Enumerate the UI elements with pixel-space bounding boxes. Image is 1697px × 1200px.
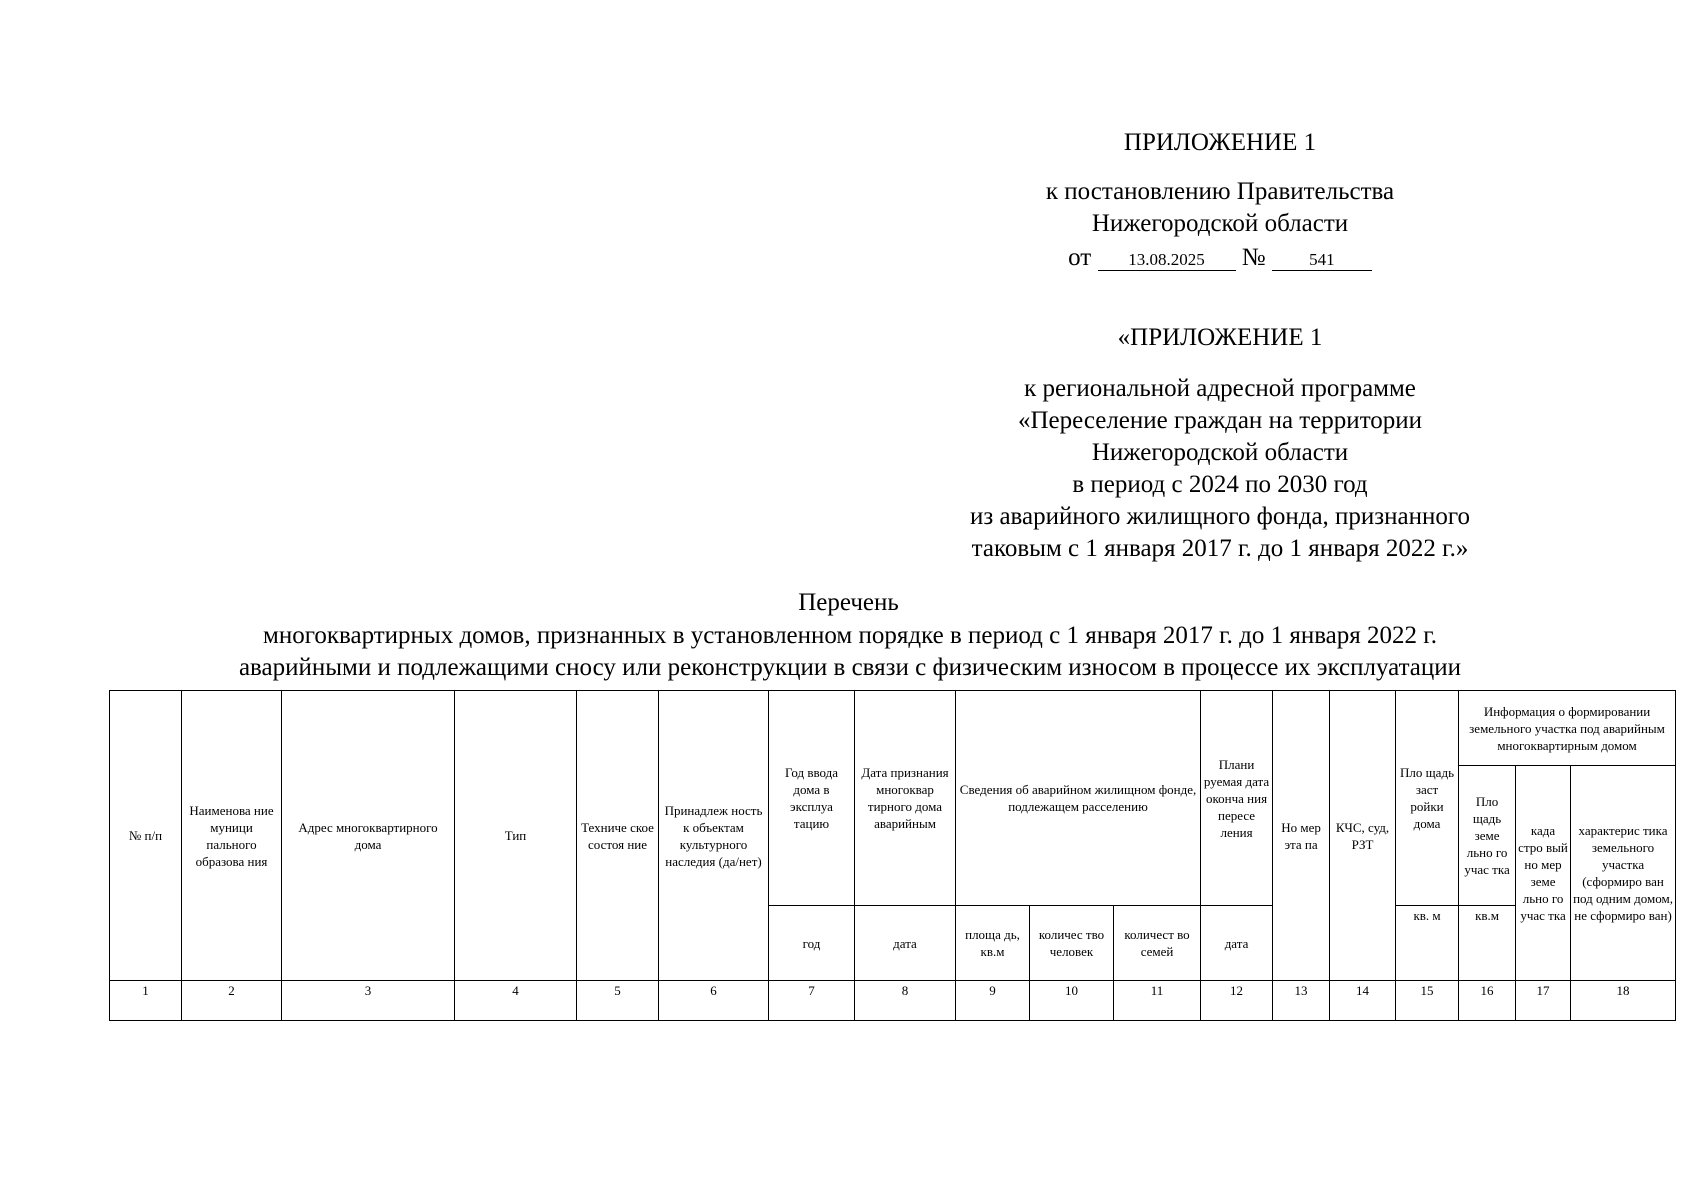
decree-date: 13.08.2025 <box>1098 250 1236 271</box>
column-number: 17 <box>1516 981 1571 1021</box>
list-subtitle-line: многоквартирных домов, признанных в установленном порядке в период с 1 января 2017 г. до 1 января 2022 г. <box>263 622 1437 649</box>
header-year-built: Год ввода дома в эксплуа тацию <box>769 691 855 906</box>
column-number: 18 <box>1571 981 1676 1021</box>
column-number: 13 <box>1273 981 1330 1021</box>
column-number: 8 <box>855 981 956 1021</box>
unit-area: площа дь, кв.м <box>956 906 1030 981</box>
header-plot-area: Пло щадь земе льно го учас тка <box>1459 766 1516 906</box>
header-row-number: № п/п <box>110 691 182 981</box>
decree-date-line <box>920 242 1520 274</box>
unit-year: год <box>769 906 855 981</box>
decree-number: 541 <box>1272 250 1372 271</box>
column-number: 11 <box>1114 981 1201 1021</box>
appendix-title: ПРИЛОЖЕНИЕ 1 <box>1123 129 1317 156</box>
column-number: 2 <box>182 981 282 1021</box>
header-housing-info: Сведения об аварийном жилищном фонде, подлежащем расселению <box>956 691 1201 906</box>
header-cadastral-number: када стро вый но мер земе льно го учас тка <box>1516 766 1571 981</box>
unit-plot-area: кв.м <box>1459 906 1516 981</box>
list-subtitle-line: аварийными и подлежащими сносу или реконструкции в связи с физическим износом в процессе их эксплуатации <box>238 654 1462 681</box>
column-number: 14 <box>1330 981 1396 1021</box>
column-number: 9 <box>956 981 1030 1021</box>
decree-line: Нижегородской области <box>1091 210 1349 237</box>
unit-date: дата <box>855 906 956 981</box>
header-cultural-heritage: Принадлеж ность к объектам культурного наследия (да/нет) <box>659 691 769 981</box>
header-address: Адрес многоквартирного дома <box>282 691 455 981</box>
program-appendix-title: «ПРИЛОЖЕНИЕ 1 <box>1117 324 1323 351</box>
program-line: к региональной адресной программе <box>1024 375 1416 402</box>
column-number: 16 <box>1459 981 1516 1021</box>
date-prefix: от <box>1068 244 1092 271</box>
program-line: в период с 2024 по 2030 год <box>1072 471 1368 498</box>
housing-registry-table <box>109 690 1676 1021</box>
header-kchs: КЧС, суд, РЗТ <box>1330 691 1396 981</box>
decree-line: к постановлению Правительства <box>1045 178 1395 205</box>
unit-families: количест во семей <box>1114 906 1201 981</box>
column-number: 10 <box>1030 981 1114 1021</box>
column-number: 1 <box>110 981 182 1021</box>
number-sign: № <box>1241 244 1266 271</box>
column-number: 12 <box>1201 981 1273 1021</box>
column-numbers-row <box>110 981 1676 1021</box>
program-line: таковым с 1 января 2017 г. до 1 января 2022 г.» <box>971 535 1469 562</box>
program-reference <box>850 373 1590 565</box>
column-number: 15 <box>1396 981 1459 1021</box>
program-line: «Переселение граждан на территории <box>1017 407 1423 434</box>
column-number: 7 <box>769 981 855 1021</box>
list-subtitle <box>100 620 1600 684</box>
program-line: из аварийного жилищного фонда, признанного <box>969 503 1471 530</box>
header-land-plot-info: Информация о формировании земельного участка под аварийным многоквартирным домом <box>1459 691 1676 766</box>
header-type: Тип <box>455 691 577 981</box>
header-municipality: Наименова ние муници пального образова ния <box>182 691 282 981</box>
list-title: Перечень <box>798 589 899 616</box>
header-stage-number: Но мер эта па <box>1273 691 1330 981</box>
header-planned-date: Плани руемая дата оконча ния пересе ления <box>1201 691 1273 906</box>
header-technical-state: Техниче ское состоя ние <box>577 691 659 981</box>
decree-reference <box>920 176 1520 240</box>
header-building-area: Пло щадь заст ройки дома <box>1396 691 1459 906</box>
header-emergency-date: Дата признания многоквар тирного дома аварийным <box>855 691 956 906</box>
column-number: 6 <box>659 981 769 1021</box>
unit-planned-date: дата <box>1201 906 1273 981</box>
column-number: 3 <box>282 981 455 1021</box>
column-number: 4 <box>455 981 577 1021</box>
column-number: 5 <box>577 981 659 1021</box>
header-plot-characteristic: характерис тика земельного участка (сформиро ван под одним домом, не сформиро ван) <box>1571 766 1676 981</box>
unit-building-area: кв. м <box>1396 906 1459 981</box>
program-line: Нижегородской области <box>1091 439 1349 466</box>
unit-people: количес тво человек <box>1030 906 1114 981</box>
